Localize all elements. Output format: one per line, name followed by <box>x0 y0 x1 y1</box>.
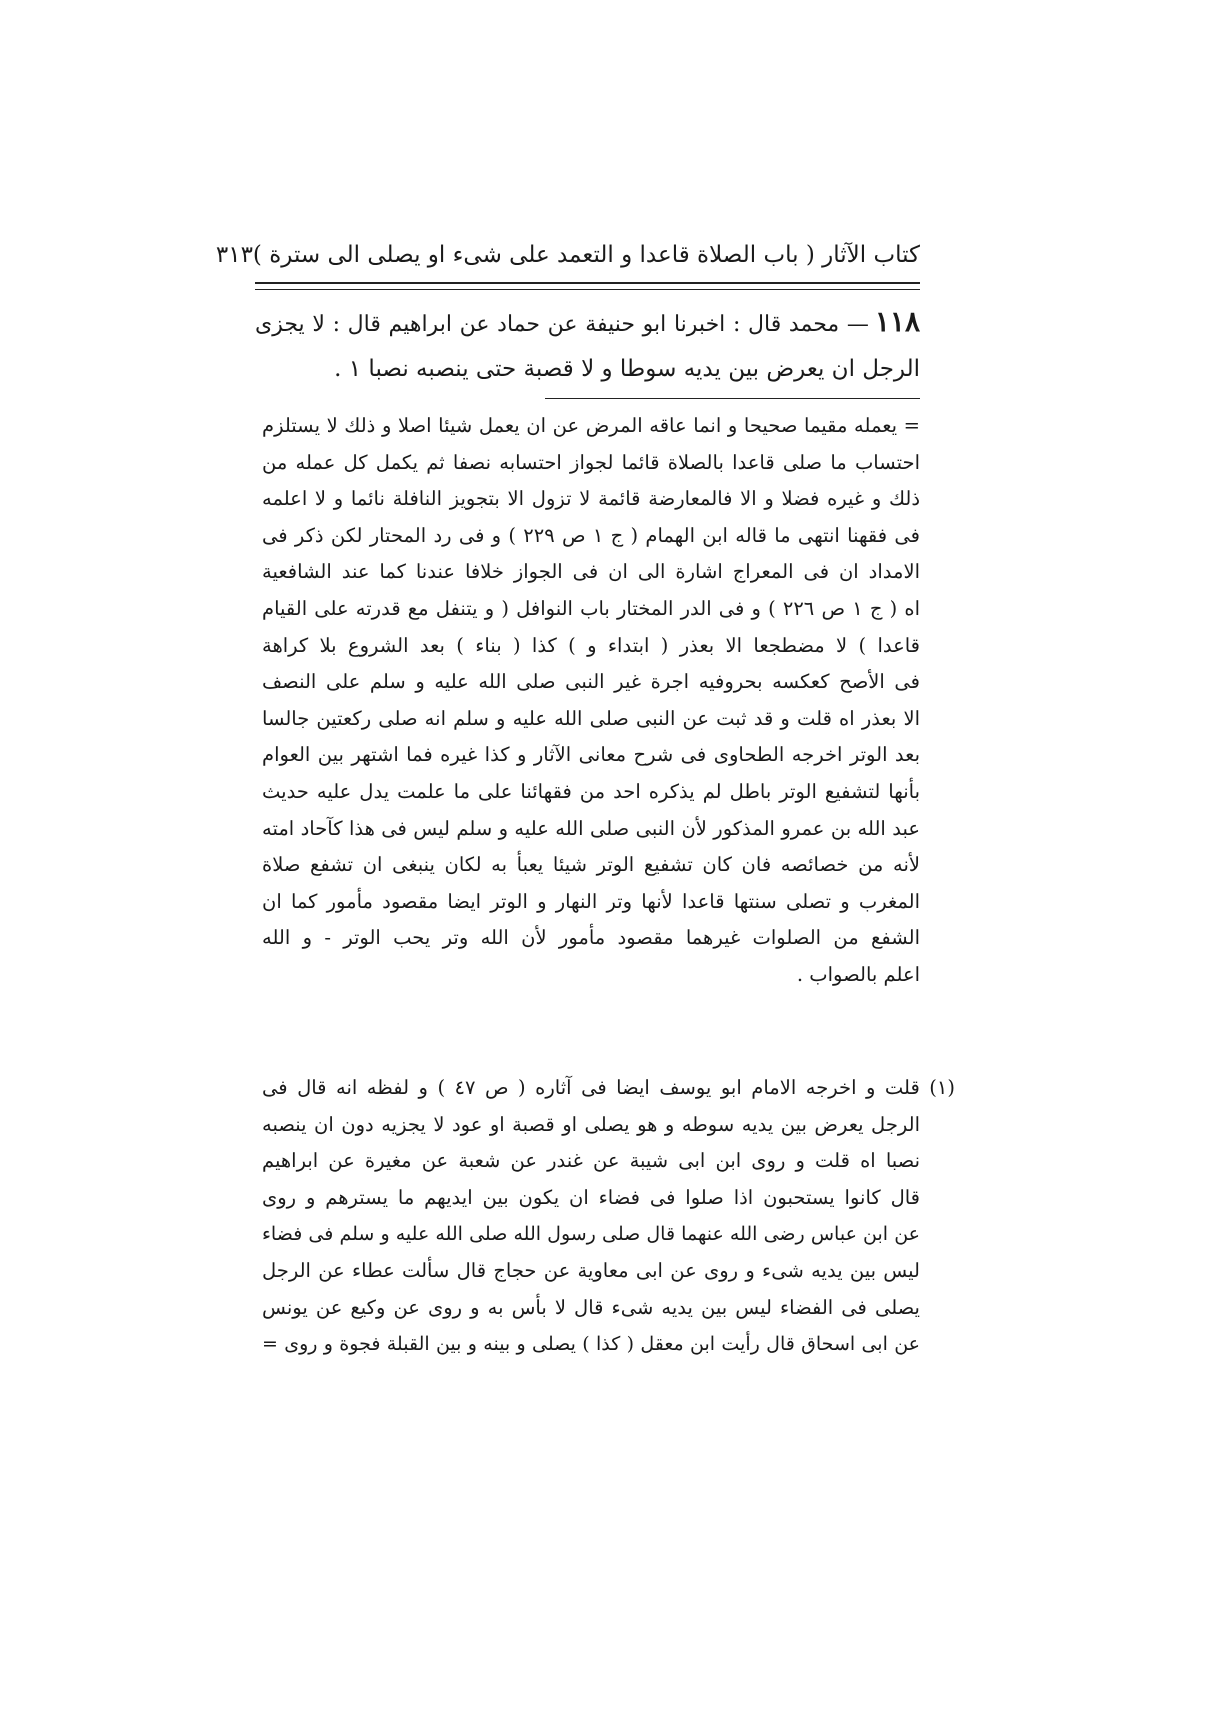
commentary-line: عبد الله بن عمرو المذکور لأن النبی صلی الله علیه و سلم لیس فی هذا کآحاد امته <box>262 816 920 840</box>
header-rule <box>255 282 920 290</box>
footnote-line: قال کانوا یستحبون اذا صلوا فی فضاء ان یکون بین ایدیهم ما یسترهم و روی <box>262 1185 920 1209</box>
commentary-line: بأنها لتشفیع الوتر باطل لم یذکره احد من فقهائنا علی ما علمت یدل علیه حدیث <box>262 779 920 803</box>
footnote-line: (١) قلت و اخرجه الامام ابو یوسف ایضا فی آثاره ( ص ٤٧ ) و لفظه انه قال فی <box>262 1076 955 1099</box>
footnote-line: نصبا اه قلت و روی ابن ابی شیبة عن غندر عن شعبة عن مغیرة عن ابراهیم <box>262 1149 920 1173</box>
hadith-line <box>255 300 920 347</box>
commentary-line: فی الأصح کعکسه بحروفیه اجرة غیر النبی صلی الله علیه و سلم علی النصف <box>262 670 920 694</box>
hadith-text: — محمد قال : اخبرنا ابو حنیفة عن حماد عن ابراهیم قال : لا یجزی <box>255 312 869 337</box>
footnote-line: یصلی فی الفضاء لیس بین یدیه شیء قال لا بأس به و روی عن وکیع عن یونس <box>262 1295 920 1319</box>
commentary-line: الشفع من الصلوات غیرهما مقصود مأمور لأن الله وتر یحب الوتر - و الله <box>262 926 920 950</box>
commentary-line: قاعدا ) لا مضطجعا الا بعذر ( ابتداء و ) کذا ( بناء ) بعد الشروع بلا کراهة <box>262 633 920 657</box>
hadith-line: الرجل ان یعرض بین یدیه سوطا و لا قصبة حتی ینصبه نصبا ١ . <box>334 356 920 382</box>
commentary-block <box>262 408 920 994</box>
section-rule <box>545 398 920 399</box>
commentary-line: فی فقهنا انتهی ما قاله ابن الهمام ( ج ١ ص ٢٢٩ ) و فی رد المحتار لکن ذکر فی <box>262 523 920 547</box>
running-title: کتاب الآثار ( باب الصلاة قاعدا و التعمد علی شیء او یصلی الی سترة ) <box>252 242 920 268</box>
page-number: ٣١٣ <box>215 242 253 268</box>
commentary-line: المغرب و تصلی سنتها قاعدا لأنها وتر النهار و الوتر ایضا مقصود مأمور کما ان <box>262 889 920 913</box>
commentary-line: اعلم بالصواب . <box>796 962 920 986</box>
footnote-block <box>262 1070 955 1363</box>
hadith-number: ١١٨ <box>874 305 920 338</box>
commentary-line: لأنه من خصائصه فان کان تشفیع الوتر شیئا یعبأ به لکان ینبغی ان تشفع صلاة <box>262 853 920 877</box>
commentary-line: الا بعذر اه قلت و قد ثبت عن النبی صلی الله علیه و سلم انه صلی رکعتین جالسا <box>262 706 920 730</box>
commentary-line: = یعمله مقیما صحیحا و انما عاقه المرض عن ان یعمل شیئا اصلا و ذلك لا یستلزم <box>262 414 920 437</box>
footnote-line: الرجل یعرض بین یدیه سوطه و هو یصلی او قصبة او عود لا یجزیه دون ان ینصبه <box>262 1112 920 1136</box>
hadith-block <box>255 300 920 391</box>
commentary-line: بعد الوتر اخرجه الطحاوی فی شرح معانی الآثار و کذا غیره فما اشتهر بین العوام <box>262 743 920 767</box>
commentary-line: ذلك و غیره فضلا و الا فالمعارضة قائمة لا تزول الا بتجویز النافلة نائما و لا اعلمه <box>262 487 920 511</box>
footnote-line: عن ابی اسحاق قال رأیت ابن معقل ( کذا ) یصلی و بینه و بین القبلة فجوة و روی = <box>262 1333 920 1356</box>
commentary-line: احتساب ما صلی قاعدا بالصلاة قائما لجواز احتسابه نصفا ثم یکمل کل عمله من <box>262 450 920 474</box>
footnote-line: لیس بین یدیه شیء و روی عن ابی معاویة عن حجاج قال سألت عطاء عن الرجل <box>262 1258 920 1282</box>
footnote-line: عن ابن عباس رضی الله عنهما قال صلی رسول الله صلی الله علیه و سلم فی فضاء <box>262 1223 920 1246</box>
commentary-line: اه ( ج ١ ص ٢٢٦ ) و فی الدر المختار باب النوافل ( و یتنفل مع قدرته علی القیام <box>262 596 920 620</box>
commentary-line: الامداد ان فی المعراج اشارة الی ان فی الجواز خلافا عندنا کما عند الشافعیة <box>262 560 920 584</box>
running-head <box>215 232 920 278</box>
